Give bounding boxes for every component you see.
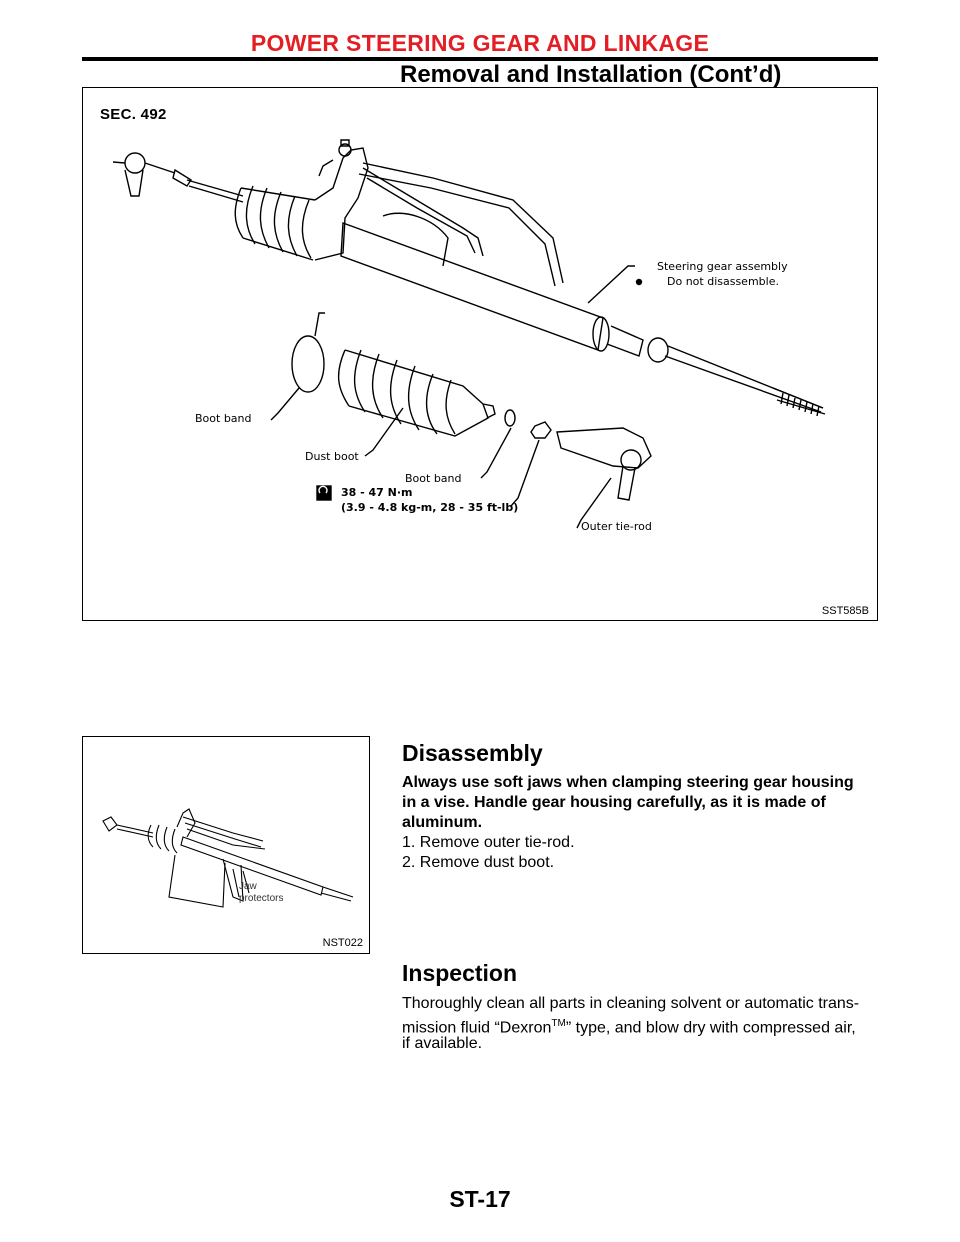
- torque-value: 38 - 47 N·m: [341, 486, 413, 499]
- label-boot-band-2: Boot band: [405, 472, 462, 485]
- inspection-heading: Inspection: [402, 960, 518, 986]
- label-boot-band: Boot band: [195, 412, 252, 425]
- section-title: POWER STEERING GEAR AND LINKAGE: [250, 30, 710, 56]
- label-jaw: Jaw: [239, 881, 257, 892]
- jaw-protector-figure: [82, 736, 370, 954]
- page-subtitle: Removal and Installation (Cont’d): [400, 61, 782, 88]
- section-number: SEC. 492: [100, 106, 167, 123]
- torque-value-converted: (3.9 - 4.8 kg-m, 28 - 35 ft-lb): [341, 501, 519, 514]
- vise-illustration: [83, 737, 369, 953]
- steering-gear-illustration: [83, 88, 877, 620]
- figure-code-small: NST022: [322, 937, 363, 949]
- label-steering-gear: Steering gear assembly: [657, 260, 788, 273]
- step-2: 2. Remove dust boot.: [402, 854, 555, 871]
- figure-code: SST585B: [821, 605, 869, 617]
- page-number: ST-17: [449, 1186, 511, 1212]
- inspection-line-1: Thoroughly clean all parts in cleaning solvent or automatic trans-: [402, 995, 860, 1012]
- warning-line-3: aluminum.: [402, 814, 483, 831]
- disassembly-heading: Disassembly: [402, 740, 543, 766]
- step-1: 1. Remove outer tie-rod.: [402, 834, 575, 851]
- torque-icon: [317, 486, 331, 500]
- trademark: TM: [551, 1018, 566, 1029]
- label-do-not-disassemble: Do not disassemble.: [667, 275, 779, 288]
- label-dust-boot: Dust boot: [305, 450, 359, 463]
- warning-line-1: Always use soft jaws when clamping steering gear housing: [402, 774, 854, 791]
- exploded-view-figure: [82, 87, 878, 621]
- inspection-text-a: mission fluid “Dexron: [402, 1019, 552, 1037]
- label-protectors: protectors: [239, 893, 284, 904]
- inspection-line-3: if available.: [402, 1035, 483, 1052]
- label-outer-tie-rod: Outer tie-rod: [581, 520, 652, 533]
- warning-line-2: in a vise. Handle gear housing carefully, as it is made of: [402, 794, 826, 811]
- inspection-text-b: ” type, and blow dry with compressed air,: [565, 1019, 856, 1037]
- bullet-icon: [636, 279, 642, 285]
